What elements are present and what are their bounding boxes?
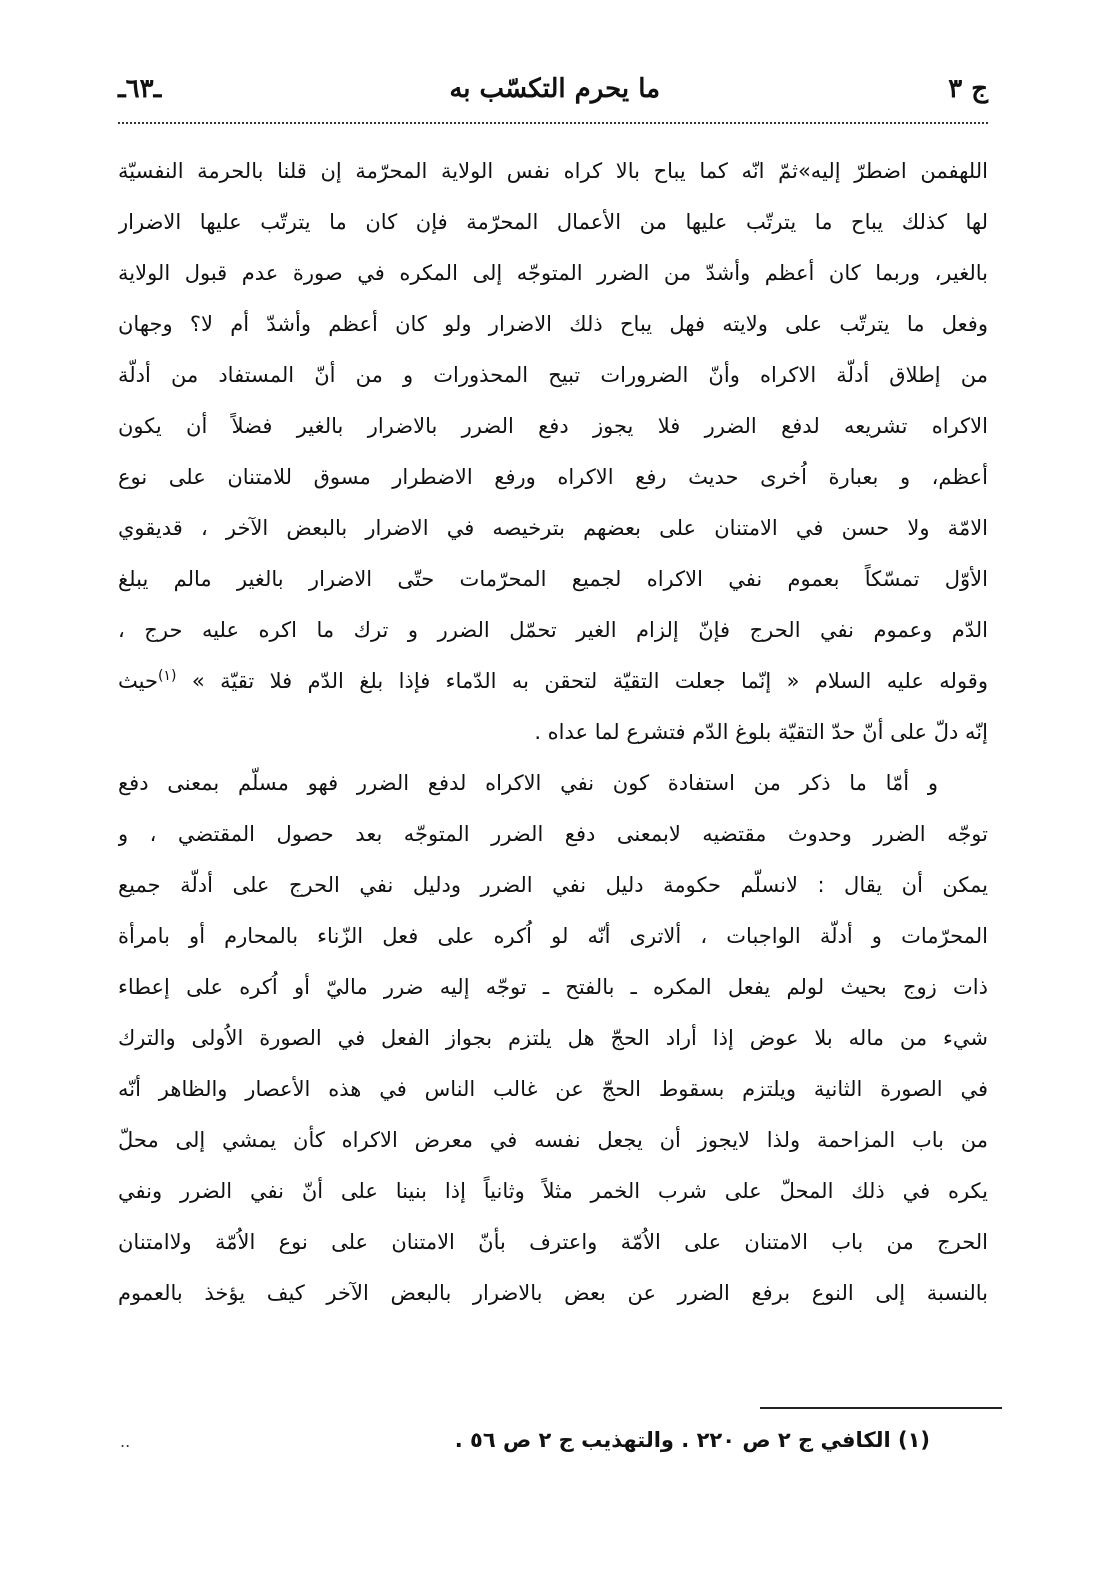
text-line: أعظم، و بعبارة اُخرى حديث رفع الاكراه ورفع الاضطرار مسوق للامتنان على نوع	[118, 465, 988, 489]
text-line: يمكن أن يقال : لانسلّم حكومة دليل نفي الضرر ودليل نفي الحرج على أدلّة جميع	[118, 873, 988, 897]
text-line: وفعل ما يترتّب على ولايته فهل يباح ذلك الاضرار ولو كان أعظم وأشدّ أم لا؟ وجهان	[118, 312, 988, 336]
body-text	[118, 146, 988, 1319]
text-line: ذات زوج بحيث لولم يفعل المكره ـ بالفتح ـ توجّه إليه ضرر ماليّ أو اُكره على إعطاء	[118, 975, 988, 999]
paragraph-start-line: و أمّا ما ذكر من استفادة كون نفي الاكراه لدفع الضرر فهو مسلّم بمعنى دفع	[118, 771, 938, 795]
page-header	[118, 64, 988, 114]
text-line: لها كذلك يباح ما يترتّب عليها من الأعمال المحرّمة فإن كان ما يترتّب عليها الاضرار	[118, 210, 988, 234]
chapter-title: ما يحرم التكسّب به	[449, 74, 661, 104]
text-line: من إطلاق أدلّة الاكراه وأنّ الضرورات تبيح المحذورات و من أنّ المستفاد من أدلّة	[118, 363, 988, 387]
text-line: من باب المزاحمة ولذا لايجوز أن يجعل نفسه في معرض الاكراه كأن يمشي إلى محلّ	[118, 1128, 988, 1152]
text-line: بالغير، وربما كان أعظم وأشدّ من الضرر المتوجّه إلى المكره في صورة عدم قبول الولاية	[118, 261, 988, 285]
text-line: المحرّمات و أدلّة الواجبات ، ألاترى أنّه لو اُكره على فعل الزّناء بالمحارم أو بامرأة	[118, 924, 988, 948]
text-line: شيء من ماله بلا عوض إذا أراد الحجّ هل يلتزم بجواز الفعل في الصورة الاُولى والترك	[118, 1026, 988, 1050]
text-line: الامّة ولا حسن في الامتنان على بعضهم بترخيصه في الاضرار بالبعض الآخر ، قديقوي	[118, 516, 988, 540]
text-line: بالنسبة إلى النوع برفع الضرر عن بعض بالاضرار بالبعض الآخر كيف يؤخذ بالعموم	[118, 1281, 988, 1305]
text-line: الدّم وعموم نفي الحرج فإنّ إلزام الغير تحمّل الضرر و ترك ما اكره عليه حرج ،	[118, 618, 988, 642]
text-line-tail: حيث	[118, 669, 158, 693]
text-line: يكره في ذلك المحلّ على شرب الخمر مثلاً وثانياً إذا بنينا على أنّ نفي الضرر ونفي	[118, 1179, 988, 1203]
volume-label: ج ٣	[948, 74, 988, 104]
text-line: توجّه الضرر وحدوث مقتضيه لابمعنى دفع الضرر المتوجّه بعد حصول المقتضي ، و	[118, 822, 988, 846]
text-line: اللهفمن اضطرّ إليه»ثمّ انّه كما يباح بالا كراه نفس الولاية المحرّمة إن قلنا بالحرمة النفسيّة	[118, 159, 988, 183]
text-line: الأوّل تمسّكاً بعموم نفي الاكراه لجميع المحرّمات حتّى الاضرار بالغير مالم يبلغ	[118, 567, 988, 591]
text-line: في الصورة الثانية ويلتزم بسقوط الحجّ عن غالب الناس في هذه الأعصار والظاهر أنّه	[118, 1077, 988, 1101]
text-line: إنّه دلّ على أنّ حدّ التقيّة بلوغ الدّم فتشرع لما عداه .	[534, 720, 988, 744]
footnote-margin-mark: ..	[120, 1432, 131, 1451]
text-line-with-footnote	[118, 656, 988, 707]
footnote-reference: (١)	[157, 668, 177, 684]
text-line-content: وقوله عليه السلام « إنّما جعلت التقيّة لتحقن به الدّماء فإذا بلغ الدّم فلا تقيّة »	[191, 669, 988, 693]
text-line: الاكراه تشريعه لدفع الضرر فلا يجوز دفع الضرر بالاضرار بالغير فضلاً أن يكون	[118, 414, 988, 438]
page-number: ـ٦٣ـ	[118, 74, 162, 104]
footnote: (١) الكافي ج ٢ ص ٢٢٠ . والتهذيب ج ٢ ص ٥٦ .	[454, 1428, 930, 1452]
text-line: الحرج من باب الامتنان على الاُمّة واعترف بأنّ الامتنان على نوع الاُمّة ولاامتنان	[118, 1230, 988, 1254]
footnote-separator	[760, 1407, 1002, 1409]
header-dotted-rule	[118, 122, 988, 124]
